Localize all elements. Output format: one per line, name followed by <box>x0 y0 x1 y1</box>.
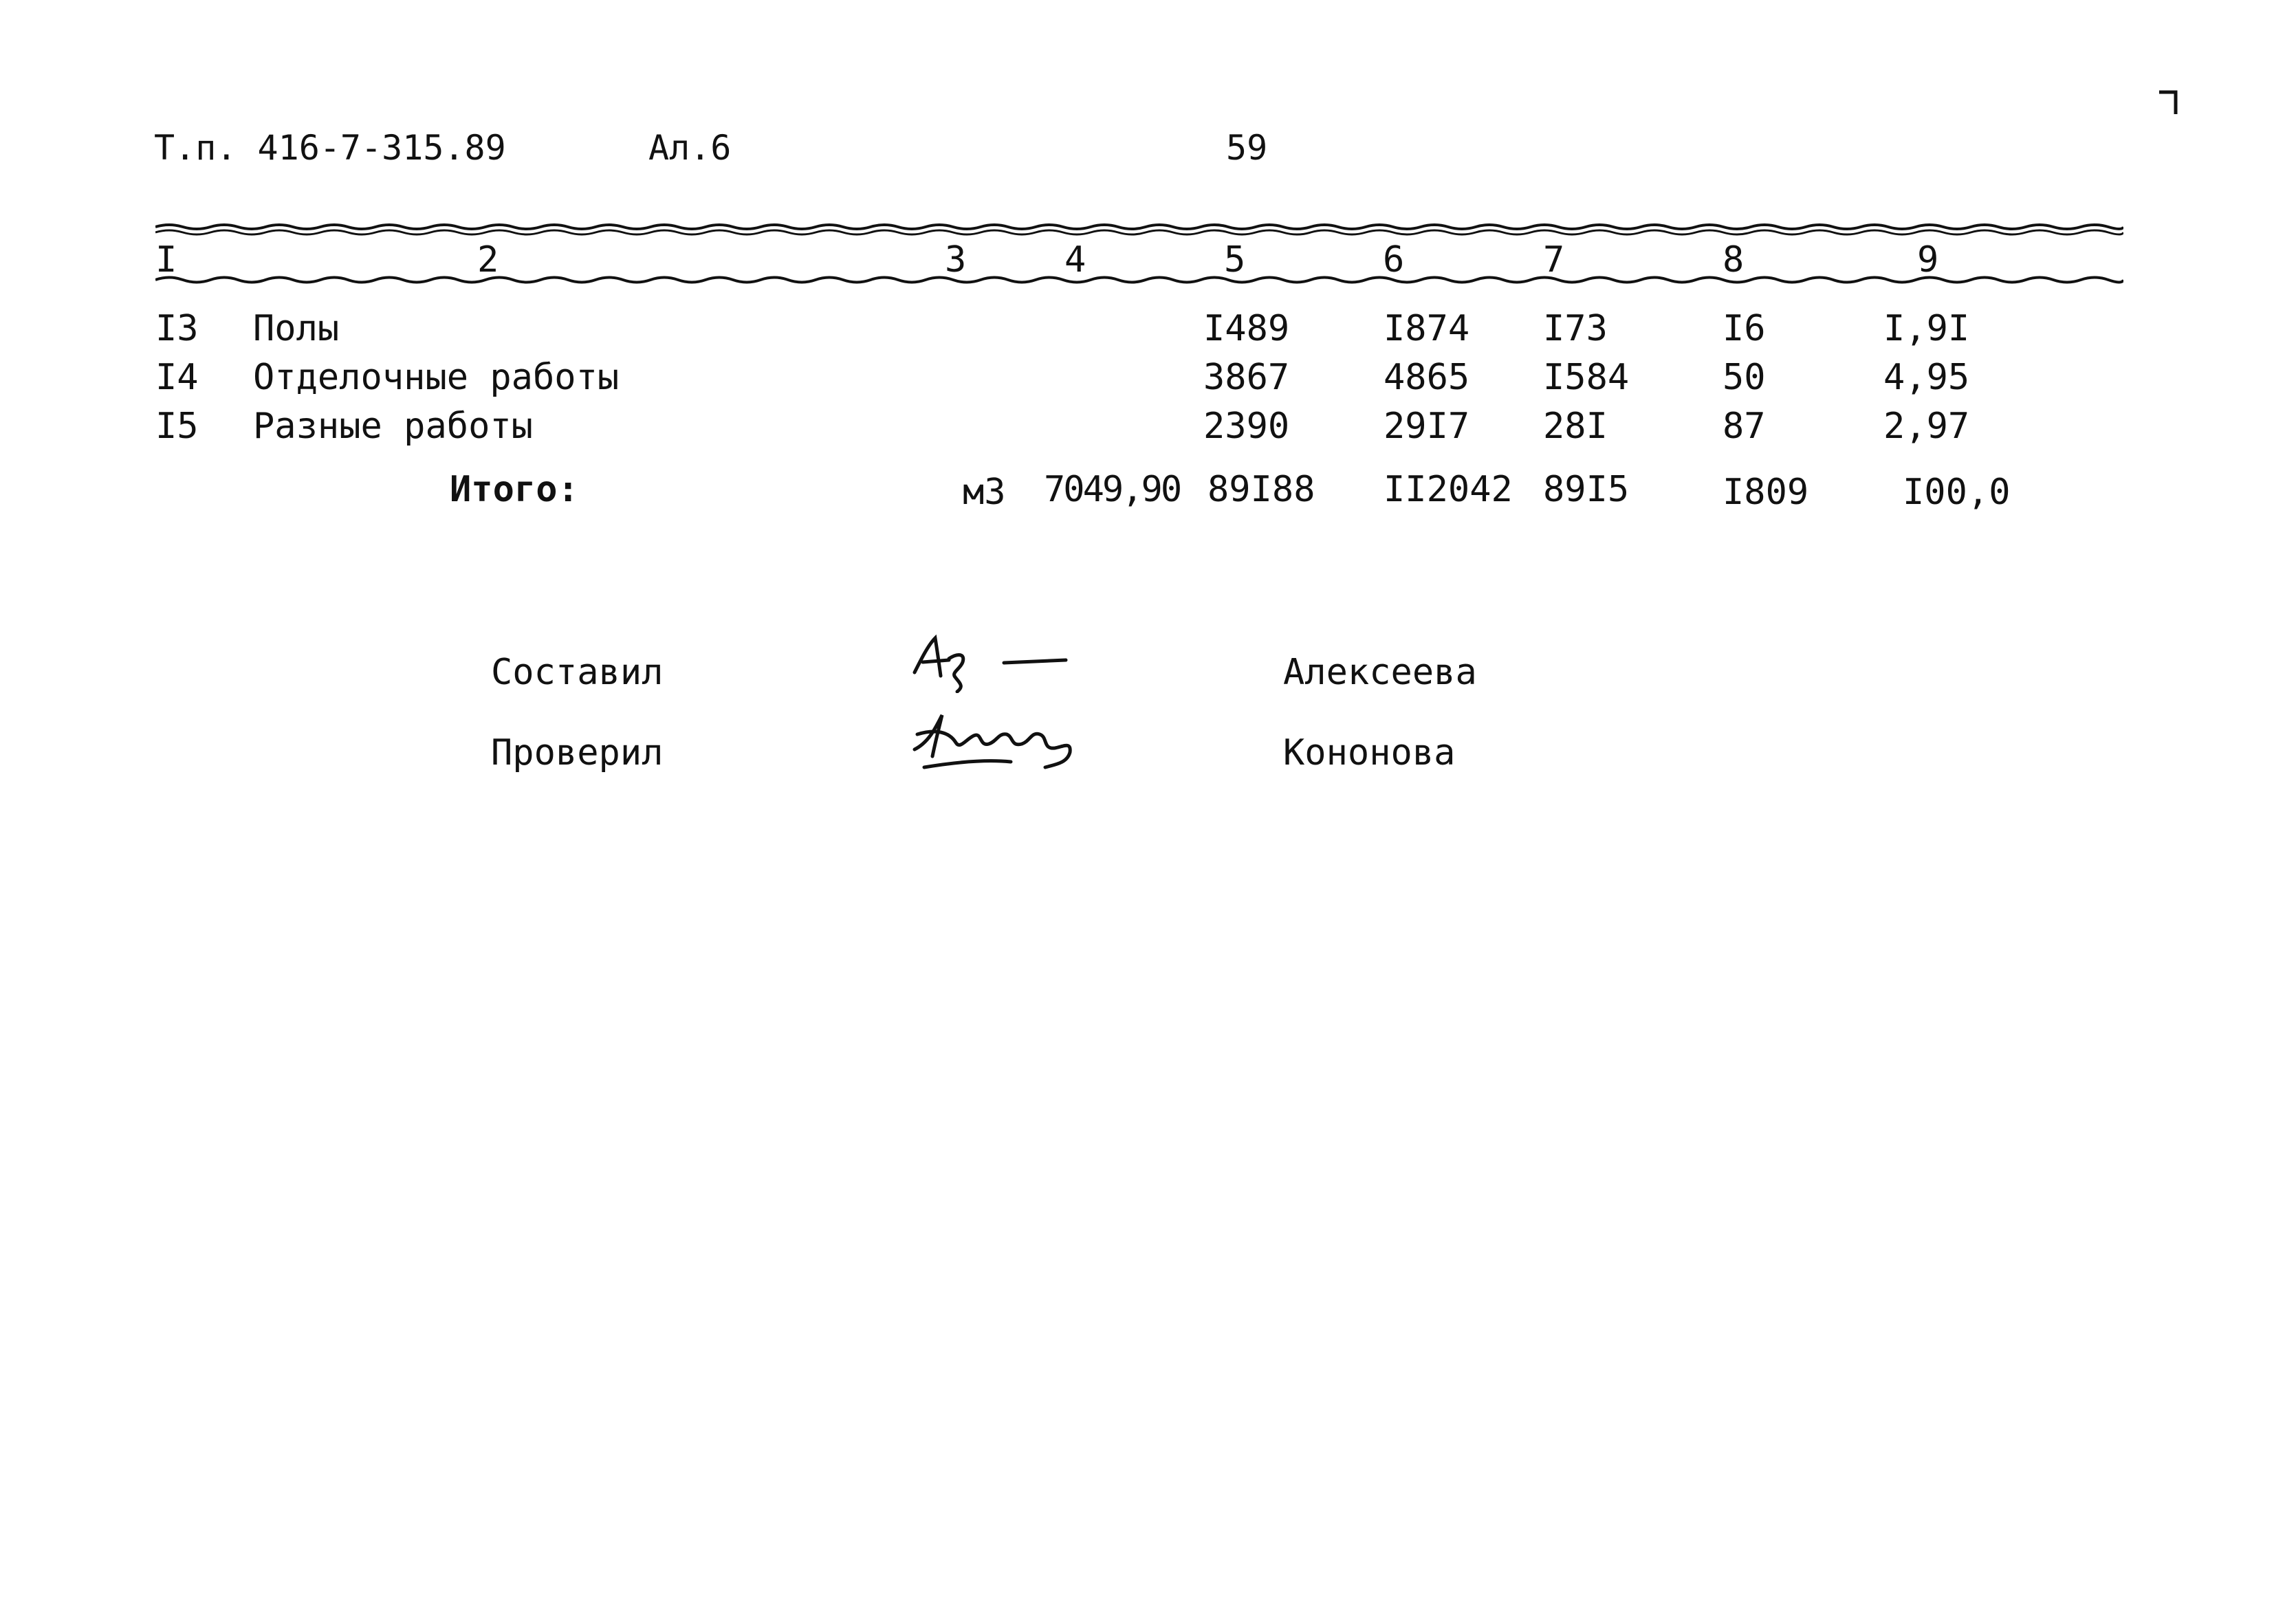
corner-mark <box>2158 89 2178 117</box>
column-number-7: 7 <box>1543 239 1565 281</box>
total-col8: I809 <box>1723 472 1809 513</box>
total-col5: 89I88 <box>1207 469 1315 510</box>
total-label: Итого: <box>450 469 579 510</box>
row-number: I4 <box>155 357 199 398</box>
compiled-name: Алексеева <box>1283 652 1477 693</box>
row-col6: I874 <box>1384 308 1470 349</box>
checked-name: Кононова <box>1283 732 1456 773</box>
row-col7: I73 <box>1543 308 1608 349</box>
album-number: Ал.6 <box>648 128 732 168</box>
total-col4: 7049,90 <box>1044 469 1181 510</box>
document-code: Т.п. 416-7-315.89 <box>154 128 506 168</box>
total-col9: I00,0 <box>1903 472 2011 513</box>
checker-signature <box>908 701 1100 777</box>
column-number-3: 3 <box>945 239 967 281</box>
page-number: 59 <box>1226 128 1268 168</box>
row-col9: I,9I <box>1883 308 1970 349</box>
column-number-8: 8 <box>1723 239 1745 281</box>
row-col9: 2,97 <box>1883 406 1970 447</box>
total-col7: 89I5 <box>1543 469 1630 510</box>
column-number-9: 9 <box>1917 239 1939 281</box>
row-number: I3 <box>155 308 199 349</box>
row-col6: 29I7 <box>1384 406 1470 447</box>
row-col7: 28I <box>1543 406 1608 447</box>
row-col8: I6 <box>1723 308 1766 349</box>
column-number-1: I <box>155 239 177 281</box>
compiled-label: Составил <box>491 652 664 693</box>
row-col9: 4,95 <box>1883 357 1970 398</box>
compiler-signature <box>908 624 1080 693</box>
column-number-4: 4 <box>1064 239 1086 281</box>
total-unit: м3 <box>963 472 1006 513</box>
row-name: Полы <box>253 308 340 349</box>
total-col6: II2042 <box>1384 469 1513 510</box>
row-name: Отделочные работы <box>253 357 620 398</box>
row-col8: 50 <box>1723 357 1766 398</box>
column-number-5: 5 <box>1224 239 1246 281</box>
row-col5: 2390 <box>1203 406 1290 447</box>
row-col5: I489 <box>1203 308 1290 349</box>
column-number-6: 6 <box>1383 239 1405 281</box>
column-number-2: 2 <box>477 239 499 281</box>
checked-label: Проверил <box>491 732 664 773</box>
row-col7: I584 <box>1543 357 1630 398</box>
row-col6: 4865 <box>1384 357 1470 398</box>
row-number: I5 <box>155 406 199 447</box>
table-header-rule <box>155 273 2123 287</box>
row-name: Разные работы <box>253 406 533 447</box>
table-top-rule <box>155 223 2123 237</box>
row-col8: 87 <box>1723 406 1766 447</box>
row-col5: 3867 <box>1203 357 1290 398</box>
